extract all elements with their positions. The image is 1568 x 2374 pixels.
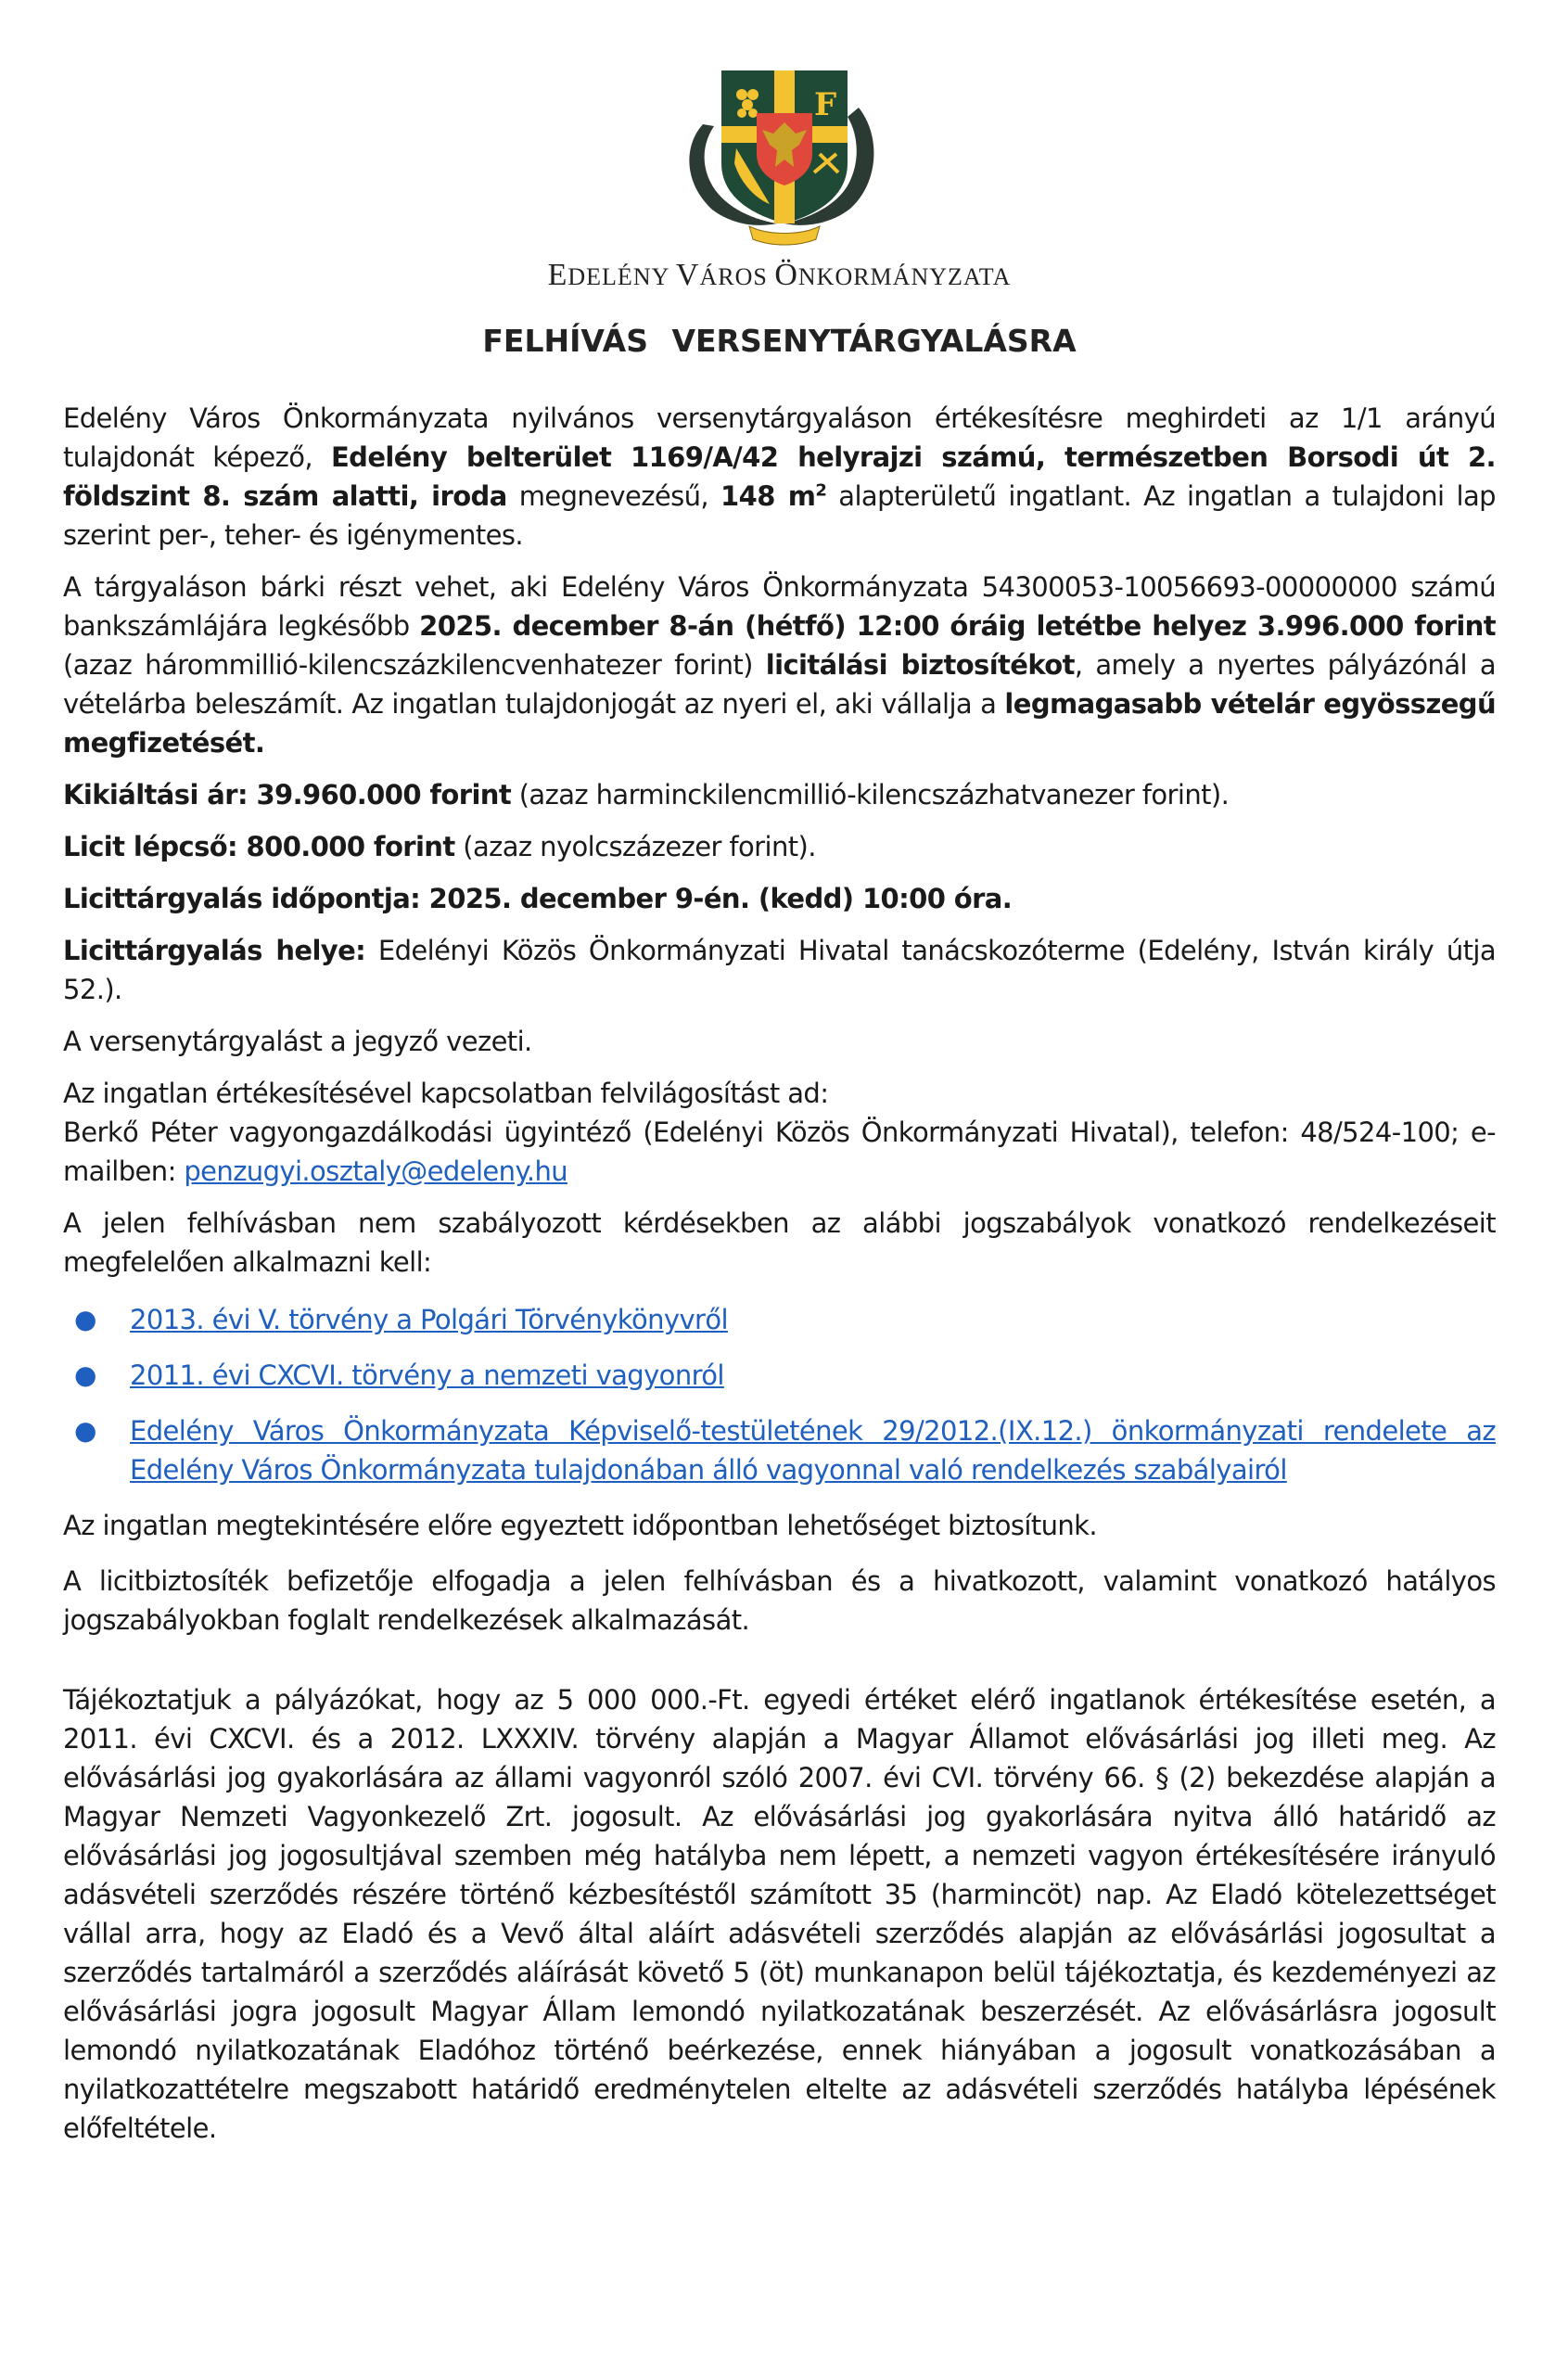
email-link[interactable]: penzugyi.osztaly@edeleny.hu bbox=[184, 1155, 568, 1187]
bullet-icon: ● bbox=[74, 1304, 96, 1334]
intro-text: Edelény Város Önkormányzata nyilvános versenytárgyaláson értékesítésre meghirdeti az 1/1 arányú tulajdonát képező, bbox=[63, 402, 1496, 473]
org-name-initial: V bbox=[675, 258, 700, 292]
list-item bbox=[63, 1356, 1496, 1395]
bid-step-words: (azaz nyolcszázezer forint). bbox=[454, 831, 816, 862]
intro-paragraph bbox=[63, 399, 1496, 555]
org-name-initial: Ö bbox=[774, 258, 798, 292]
intro-text: alapterületű ingatlant. Az ingatlan a tulajdoni lap szerint per-, teher- és igénymentes. bbox=[63, 480, 1496, 551]
auction-place-label: Licittárgyalás helye: bbox=[63, 935, 366, 966]
property-area bbox=[720, 480, 826, 512]
area-exponent: 2 bbox=[815, 480, 827, 501]
preemption-paragraph: Tájékoztatjuk a pályázókat, hogy az 5 000 000.-Ft. egyedi értéket elérő ingatlanok értékesítése esetén, a 2011. évi CXCVI. és a 2012. LXXXIV. törvény alapján a Magyar Államot elővásárlási jog illeti meg. Az elővásárlási jog gyakorlására az állami vagyonról szóló 2007. évi CVI. törvény 66. § (2) bekezdése alapján a Magyar Nemzeti Vagyonkezelő Zrt. jogosult. Az elővásárlási jog gyakorlására nyitva álló határidő az elővásárlási jog jogosultjával szemben még hatályba nem lépett, a nemzeti vagyon értékesítésére irányuló adásvételi szerződés részére történő kézbesítéstől számított 35 (harmincöt) nap. Az Eladó kötelezettséget vállal arra, hogy az Eladó és a Vevő által aláírt adásvételi szerződés alapján az elővásárlási jogosultat a szerződés tartalmáról a szerződés aláírását követő 5 (öt) munkanapon belül tájékoztatja, és kezdeményezi az elővásárlási jogra jogosult Magyar Állam lemondó nyilatkozatának beszerzését. Az elővásárlásra jogosult lemondó nyilatkozatának Eladóhoz történő beérkezése, ennek hiányában a jogosult vonatkozásában a nyilatkozattételre megszabott határidő eredménytelen eltelte az adásvételi szerződés hatályba lépésének előfeltétele. bbox=[63, 1684, 1496, 2144]
laws-intro: A jelen felhívásban nem szabályozott kérdésekben az alábbi jogszabályok vonatkozó rendelkezéseit megfelelően alkalmazni kell: bbox=[63, 1207, 1496, 1278]
law-link-local-decree[interactable]: Edelény Város Önkormányzata Képviselő-testületének 29/2012.(IX.12.) önkormányzati rendelete az Edelény Város Önkormányzata tulajdonában álló vagyonnal való rendelkezés szabályairól bbox=[130, 1415, 1496, 1486]
law-link-civil-code[interactable]: 2013. évi V. törvény a Polgári Törvénykönyvről bbox=[130, 1304, 728, 1335]
contact-paragraph bbox=[63, 1074, 1496, 1191]
deposit-text: A tárgyaláson bárki részt vehet, aki Edelény Város Önkormányzata 54300053-10056693-00000000 számú bankszámlájára legkésőbb bbox=[63, 571, 1496, 642]
bullet-icon: ● bbox=[74, 1359, 96, 1390]
org-name-part: DELÉNY bbox=[567, 263, 676, 290]
law-link-national-assets[interactable]: 2011. évi CXCVI. törvény a nemzeti vagyonról bbox=[130, 1359, 724, 1391]
acceptance-paragraph: A licitbiztosíték befizetője elfogadja a jelen felhívásban és a hivatkozott, valamint vonatkozó hatályos jogszabályokban foglalt rendelkezések alkalmazását. bbox=[63, 1565, 1496, 1636]
intro-text: megnevezésű, bbox=[506, 480, 721, 512]
org-name-initial: E bbox=[547, 258, 568, 292]
auction-time-label: Licittárgyalás időpontja: 2025. december 9-én. (kedd) 10:00 óra. bbox=[63, 883, 1013, 914]
starting-price bbox=[63, 775, 1496, 814]
area-value: 148 m bbox=[720, 480, 816, 512]
bid-step-label: Licit lépcső: 800.000 forint bbox=[63, 831, 455, 862]
auction-time bbox=[63, 879, 1496, 918]
viewing-notice: Az ingatlan megtekintésére előre egyeztett időpontban lehetőséget biztosítunk. bbox=[63, 1510, 1097, 1541]
starting-price-label: Kikiáltási ár: 39.960.000 forint bbox=[63, 779, 512, 810]
contact-person: Berkő Péter vagyongazdálkodási ügyintéző (Edelényi Közös Önkormányzati Hivatal), telefon: 48/524-100; e-mailben: bbox=[63, 1117, 1496, 1187]
deposit-deadline-amount: 2025. december 8-án (hétfő) 12:00 óráig letétbe helyez 3.996.000 forint bbox=[419, 610, 1496, 642]
svg-text:F: F bbox=[814, 86, 837, 123]
starting-price-words: (azaz harminckilencmillió-kilencszázhatvanezer forint). bbox=[511, 779, 1230, 810]
deposit-text: , amely a nyertes pályázónál a vételárba beleszámít. Az ingatlan tulajdonjogát az nyeri el, aki vállalja a bbox=[63, 649, 1497, 720]
bid-step bbox=[63, 827, 1496, 866]
deposit-text: (azaz hárommillió-kilencszázkilencvenhatezer forint) bbox=[63, 649, 766, 681]
contact-intro: Az ingatlan értékesítésével kapcsolatban felvilágosítást ad: bbox=[63, 1078, 829, 1109]
property-identifier: Edelény belterület 1169/A/42 helyrajzi számú, természetben Borsodi út 2. földszint 8. szám alatti, iroda bbox=[63, 441, 1496, 512]
bullet-icon: ● bbox=[74, 1415, 96, 1446]
document-title: FELHÍVÁS VERSENYTÁRGYALÁSRA bbox=[482, 323, 1077, 359]
auction-place-text: Edelényi Közös Önkormányzati Hivatal tanácskozóterme (Edelény, István király útja 52.). bbox=[63, 935, 1496, 1005]
laws-list bbox=[63, 1300, 1496, 1489]
org-name-part: ÁROS bbox=[699, 263, 775, 290]
organization-name bbox=[63, 258, 1496, 293]
coat-of-arms-icon bbox=[666, 33, 898, 247]
led-by-notice: A versenytárgyalást a jegyző vezeti. bbox=[63, 1026, 532, 1057]
list-item bbox=[63, 1300, 1496, 1339]
deposit-paragraph bbox=[63, 568, 1496, 762]
org-name-part: NKORMÁNYZATA bbox=[797, 263, 1012, 290]
bid-security: licitálási biztosítékot bbox=[765, 649, 1075, 681]
auction-place bbox=[63, 931, 1496, 1009]
highest-price-condition: legmagasabb vételár egyösszegű megfizetését. bbox=[63, 688, 1496, 759]
list-item bbox=[63, 1411, 1496, 1489]
document-body bbox=[63, 399, 1496, 2148]
